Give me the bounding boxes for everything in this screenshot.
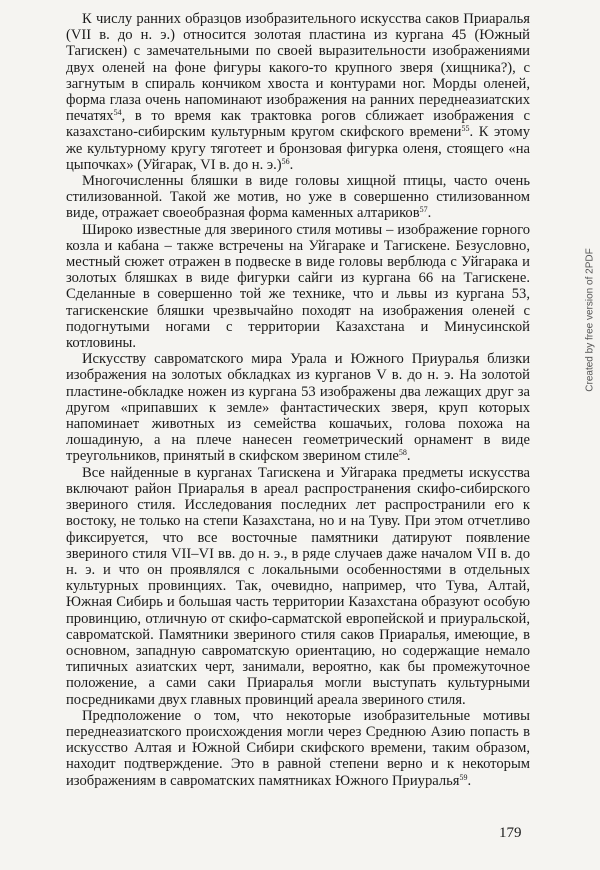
paragraph	[66, 173, 530, 222]
footnote-ref: 58	[398, 448, 407, 458]
footnote-ref: 56	[281, 156, 290, 166]
body-text	[66, 11, 530, 789]
paragraph-text: .	[406, 448, 411, 465]
footnote-ref: 57	[419, 205, 428, 215]
footnote-ref: 59	[459, 772, 468, 782]
paragraph-text: . К этому же культурному кругу тяготеет и бронзовая фигурка оленя, стоящего «на цыпочках» (Уйгарак, VI в. до н. э.)	[66, 124, 530, 173]
paragraph-text: К числу ранних образцов изобразительного искусства саков Приаралья (VII в. до н. э.) относится золотая пластина из кургана 45 (Южный Тагискен) с замечательными по своей выразительности изображениями двух оленей на фоне фигуры какого-то крупного зверя (хищника?), с загнутым в спираль кончиком хвоста и контурами ног. Морды оленей, форма глаза очень напоминают изображения на ранних переднеазиатских печатях	[66, 11, 530, 125]
paragraph-text: .	[427, 205, 432, 222]
paragraph-text: Многочисленны бляшки в виде головы хищной птицы, часто очень стилизованной. Такой же мотив, но уже в совершенно стилизованном виде, отражает своеобразная форма каменных алтариков	[66, 173, 530, 222]
paragraph	[66, 11, 530, 173]
paragraph-text: Широко известные для звериного стиля мотивы – изображение горного козла и кабана – также встречены на Уйгараке и Тагискене. Безусловно, местный сюжет отражен в подвеске в виде головы верблюда с Уйгарака и золотых бляшках в виде фигурки сайги из кургана 66 на Тагискене. Сделанные в совершенно той же технике, что и львы из кургана 53, тагискенские бляшки чрезвычайно походят на изображения оленей с подогнутыми ногами с территории Казахстана и Минусинской котловины.	[66, 221, 530, 352]
paragraph-text: .	[289, 156, 294, 173]
paragraph-text: Предположение о том, что некоторые изобразительные мотивы переднеазиатского происхождения могли через Среднюю Азию попасть в искусство Алтая и Южной Сибири скифского времени, таким образом, находит подтверждение. Это в равной степени верно и к некоторым изображениям в савроматских памятниках Южного Приуралья	[66, 707, 530, 789]
paragraph	[66, 222, 530, 352]
paragraph-text: , в то время как трактовка рогов сближает изображения с казахстано-сибирским культурным кругом скифского времени	[66, 108, 530, 141]
watermark: Created by free version of 2PDF	[584, 248, 596, 392]
paragraph-text: .	[467, 772, 472, 789]
paragraph	[66, 708, 530, 789]
page-number: 179	[499, 825, 522, 841]
footnote-ref: 54	[113, 108, 122, 118]
paragraph	[66, 351, 530, 464]
footnote-ref: 55	[461, 124, 470, 134]
paragraph	[66, 465, 530, 708]
paragraph-text: Все найденные в курганах Тагискена и Уйгарака предметы искусства включают район Приаралья в ареал распространения скифо-сибирского звериного стиля. Исследования последних лет распространили его к востоку, не только на степи Казахстана, но и на Туву. При этом отчетливо фиксируется, что все восточные памятники датируют появление звериного стиля VII–VI вв. до н. э., в ряде случаев даже началом VII в. до н. э. и что он проявлялся с локальными особенностями в отдельных культурных провинциях. Так, очевидно, например, что Тува, Алтай, Южная Сибирь и большая часть территории Казахстана образуют особую провинцию, отличную от скифо-сарматской европейской и приуральской, савроматской. Памятники звериного стиля саков Приаралья, имеющие, в основном, западную савроматскую ориентацию, но содержащие немало типичных азиатских черт, занимали, вероятно, как бы промежуточное положение, а сами саки Приаралья могли выступать культурными посредниками двух главных провинций ареала звериного стиля.	[66, 464, 530, 708]
paragraph-text: Искусству савроматского мира Урала и Южного Приуралья близки изображения на золотых обкладках из курганов V в. до н. э. На золотой пластине-обкладке ножен из кургана 53 изображены два лежащих друг за другом «припавших к земле» фантастических зверя, круп которых напоминает животных из семейства кошачьих, голова похожа на лошадиную, а на плече нанесен геометрический орнамент в виде треугольников, принятый в скифском зверином стиле	[66, 351, 530, 465]
